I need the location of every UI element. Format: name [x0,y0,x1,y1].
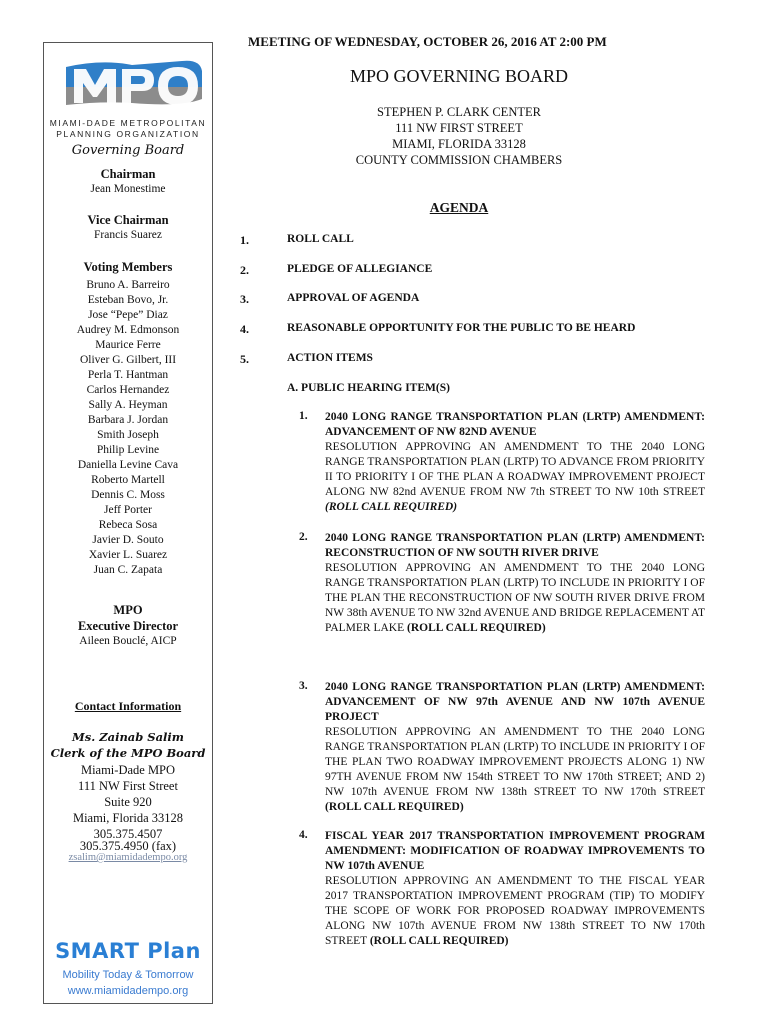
contact-suite: Suite 920 [104,795,152,809]
member-name: Sally A. Heyman [88,399,168,411]
member-name: Roberto Martell [91,474,165,486]
address-line: COUNTY COMMISSION CHAMBERS [355,153,563,167]
subitem-number: 4. [299,829,308,841]
member-name: Oliver G. Gilbert, III [79,354,177,366]
member-name: Dennis C. Moss [91,489,165,501]
subitem-block [325,410,705,515]
roll-call-note: (ROLL CALL REQUIRED) [325,801,464,813]
member-name: Smith Joseph [97,429,159,441]
mpo-logo [62,57,204,119]
agenda-title: AGENDA [429,200,489,215]
member-name: Juan C. Zapata [93,564,163,576]
subitem-title: 2040 LONG RANGE TRANSPORTATION PLAN (LRTP) AMENDMENT: ADVANCEMENT OF NW 82ND AVENUE [325,411,705,438]
member-name: Barbara J. Jordan [87,414,169,426]
item-number: 1. [240,233,249,247]
contact-phone: 305.375.4507 [93,827,163,841]
subitem-block [325,531,705,636]
member-name: Philip Levine [96,444,160,456]
subitem-description: RESOLUTION APPROVING AN AMENDMENT TO THE 2040 LONG RANGE TRANSPORTATION PLAN (LRTP) TO ADVANCE FROM PRIORITY II TO PRIORITY I OF THE PLAN A ROADWAY IMPROVEMENT PROJECT ALONG NW 82nd AVENUE FROM NW 7th STREET TO NW 10th STREET (ROLL CALL REQUIRED) [325,441,705,513]
roll-call-note: (ROLL CALL REQUIRED) [325,501,458,513]
chairman-title: Chairman [100,167,156,181]
board-title: MPO GOVERNING BOARD [349,66,568,86]
subitem-description: RESOLUTION APPROVING AN AMENDMENT TO THE 2040 LONG RANGE TRANSPORTATION PLAN (LRTP) TO INCLUDE IN PRIORITY I OF THE PLAN TWO ROADWAY IMPROVEMENT PROJECTS ALONG 1) NW 97TH AVENUE FROM NW 154th STREET TO NW 170th STREET; AND 2) NW 107th AVENUE FROM NW 138th STREET TO NW 170th STREET (ROLL CALL REQUIRED) [325,726,705,813]
item-number: 2. [240,263,249,277]
vice-chairman-title: Vice Chairman [87,213,169,227]
vice-chairman-name: Francis Suarez [93,229,163,241]
sidebar-panel [43,42,213,1004]
subitem-number: 3. [299,680,308,692]
meeting-header: MEETING OF WEDNESDAY, OCTOBER 26, 2016 AT 2:00 PM [248,34,607,49]
smart-plan-title: SMART Plan [55,939,201,963]
subitem-block [325,680,705,815]
subitem-number: 1. [299,410,308,422]
address-line: STEPHEN P. CLARK CENTER [377,105,541,119]
clerk-role: Clerk of the MPO Board [50,746,206,760]
agenda-item: REASONABLE OPPORTUNITY FOR THE PUBLIC TO BE HEARD [287,322,636,334]
member-name: Carlos Hernandez [86,384,170,396]
contact-org: Miami-Dade MPO [80,763,176,777]
voting-members-list [44,278,212,578]
mpo-title: MPO [113,603,143,617]
member-name: Daniella Levine Cava [77,459,179,471]
voting-members-title: Voting Members [83,260,173,274]
contact-city: Miami, Florida 33128 [72,811,184,825]
member-name: Jose “Pepe” Diaz [88,309,168,321]
roll-call-note: (ROLL CALL REQUIRED) [407,622,546,634]
contact-street: 111 NW First Street [78,779,178,793]
subsection-title: A. PUBLIC HEARING ITEM(S) [287,382,450,394]
executive-director-title: Executive Director [77,619,179,633]
org-name-line1: MIAMI-DADE METROPOLITAN [49,118,207,128]
item-number: 4. [240,322,249,336]
member-name: Perla T. Hantman [87,369,169,381]
contact-fax: 305.375.4950 (fax) [79,839,177,853]
agenda-item: APPROVAL OF AGENDA [287,292,420,304]
member-name: Jeff Porter [103,504,152,516]
contact-information-title: Contact Information [74,699,182,713]
member-name: Maurice Ferre [95,339,161,351]
subitem-description: RESOLUTION APPROVING AN AMENDMENT TO THE 2040 LONG RANGE TRANSPORTATION PLAN (LRTP) TO INCLUDE IN PRIORITY I OF THE PLAN THE RECONSTRUCTION OF NW SOUTH RIVER DRIVE FROM NW 38th AVENUE TO NW 32nd AVENUE AND BRIDGE REPLACEMENT AT PALMER LAKE (ROLL CALL REQUIRED) [325,562,705,634]
contact-email-link[interactable]: zsalim@miamidadempo.org [68,852,188,863]
agenda-item: PLEDGE OF ALLEGIANCE [287,263,433,275]
subitem-description: RESOLUTION APPROVING AN AMENDMENT TO THE FISCAL YEAR 2017 TRANSPORTATION IMPROVEMENT PROGRAM (TIP) TO MODIFY THE SCOPE OF WORK FOR PROPOSED ROADWAY IMPROVEMENTS ALONG NW 107th AVENUE FROM NW 138th STREET TO NW 170th STREET (ROLL CALL REQUIRED) [325,875,705,947]
address-line: 111 NW FIRST STREET [395,121,523,135]
member-name: Xavier L. Suarez [88,549,168,561]
smart-plan-tagline: Mobility Today & Tomorrow [62,969,194,981]
subitem-block [325,829,705,949]
agenda-item: ROLL CALL [287,233,354,245]
item-number: 5. [240,352,249,366]
website-link[interactable]: www.miamidadempo.org [67,985,189,997]
subitem-title: 2040 LONG RANGE TRANSPORTATION PLAN (LRTP) AMENDMENT: ADVANCEMENT OF NW 97th AVENUE AND NW 107th AVENUE PROJECT [325,681,705,723]
member-name: Audrey M. Edmonson [76,324,180,336]
agenda-item: ACTION ITEMS [287,352,373,364]
subitem-number: 2. [299,531,308,543]
executive-director-name: Aileen Bouclé, AICP [79,635,177,647]
governing-board-label: Governing Board [71,143,185,158]
address-line: MIAMI, FLORIDA 33128 [392,137,526,151]
item-number: 3. [240,292,249,306]
subitem-title: FISCAL YEAR 2017 TRANSPORTATION IMPROVEMENT PROGRAM AMENDMENT: MODIFICATION OF ROADWAY IMPROVEMENTS TO NW 107th AVENUE [325,830,705,872]
member-name: Esteban Bovo, Jr. [87,294,169,306]
subitem-title: 2040 LONG RANGE TRANSPORTATION PLAN (LRTP) AMENDMENT: RECONSTRUCTION OF NW SOUTH RIVER DRIVE [325,532,705,559]
roll-call-note: (ROLL CALL REQUIRED) [369,935,509,947]
member-name: Rebeca Sosa [98,519,158,531]
clerk-name: Ms. Zainab Salim [72,730,184,744]
member-name: Javier D. Souto [92,534,164,546]
member-name: Bruno A. Barreiro [86,279,170,291]
org-name-line2: PLANNING ORGANIZATION [56,129,200,139]
chairman-name: Jean Monestime [90,183,166,195]
